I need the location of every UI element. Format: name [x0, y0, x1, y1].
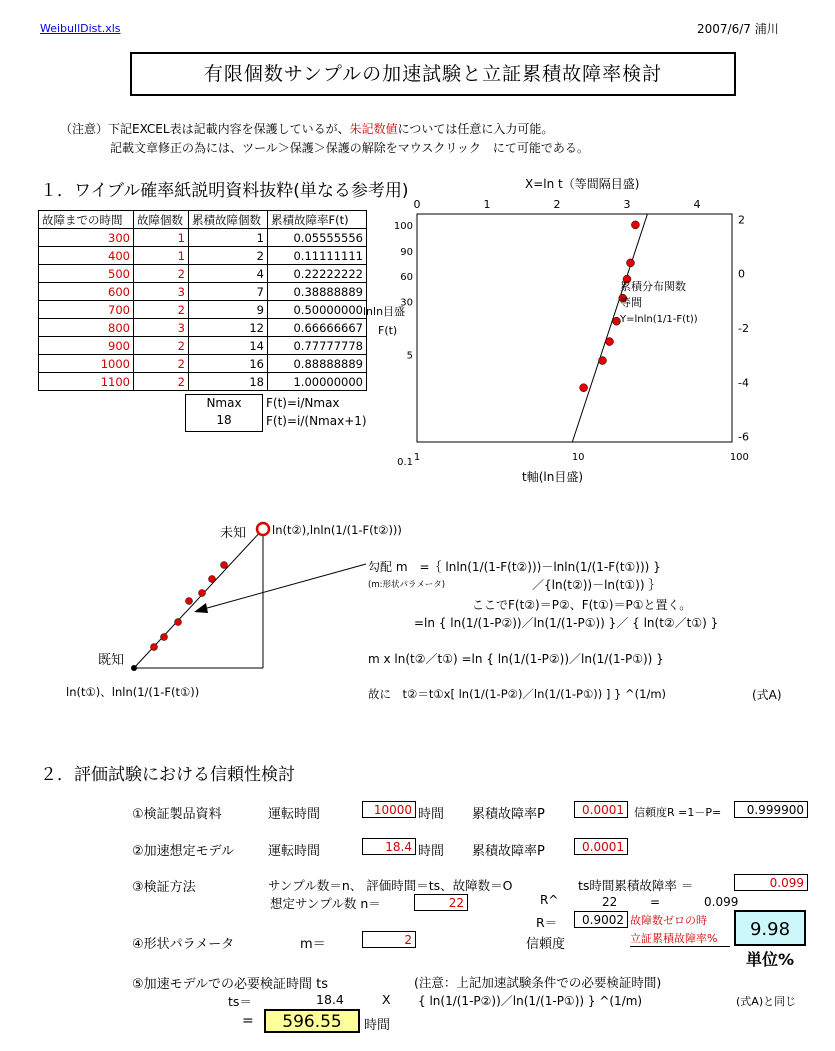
left-tick-label: 30: [400, 297, 413, 309]
known-point: [131, 665, 137, 671]
table-cell: 0.05555556: [268, 229, 367, 247]
row4-label: ④形状パラメータ: [132, 937, 235, 952]
table-cell: 0.11111111: [268, 247, 367, 265]
weibull-chart: [350, 170, 760, 490]
ylabel-line2: F(t): [378, 324, 398, 337]
table-cell[interactable]: 1: [134, 247, 189, 265]
notice-line-1: [60, 120, 553, 137]
table-cell: 1.00000000: [268, 373, 367, 391]
chart-point: [580, 384, 588, 392]
known-label: 既知: [98, 653, 125, 668]
weibull-table: [38, 210, 367, 391]
page-title: 有限個数サンプルの加速試験と立証累積故障率検討: [130, 52, 736, 96]
row3-desc: サンプル数＝n、 評価時間＝ts、故障数＝O: [268, 878, 513, 893]
bottom-tick-label: 100: [729, 452, 749, 463]
table-row: [39, 247, 367, 265]
table-header: 累積故障率F(t): [268, 211, 367, 229]
row3-ts-value: 0.099: [734, 874, 808, 891]
ts-num: 18.4: [316, 992, 344, 1007]
table-cell: 12: [189, 319, 268, 337]
result-value: 596.55: [264, 1009, 360, 1033]
unknown-point: [257, 523, 269, 535]
table-header: 故障までの時間: [39, 211, 134, 229]
table-cell[interactable]: 2: [134, 373, 189, 391]
left-tick-label: 60: [400, 272, 413, 284]
annotation-line1: 累積分布関数: [620, 280, 686, 293]
row1-label: ①検証製品資料: [132, 807, 222, 822]
row1-cum-input[interactable]: 0.0001: [574, 801, 628, 818]
left-tick-label: 0.1: [397, 457, 413, 469]
result-unit: 時間: [364, 1018, 391, 1033]
top-tick-label: 3: [623, 198, 631, 211]
right-tick-label: 0: [738, 267, 745, 281]
chart-point: [599, 357, 607, 365]
bottom-tick-label: 10: [571, 452, 585, 463]
table-cell[interactable]: 1000: [39, 355, 134, 373]
table-row: [39, 319, 367, 337]
row3-label: ③検証方法: [132, 880, 196, 895]
table-header: 故障個数: [134, 211, 189, 229]
rhat-eq: =: [650, 895, 661, 909]
table-row: [39, 337, 367, 355]
table-cell: 14: [189, 337, 268, 355]
table-row: [39, 355, 367, 373]
row2-op-time: 運転時間: [268, 844, 321, 859]
fit-line: [572, 214, 647, 442]
row2-cum-input[interactable]: 0.0001: [574, 838, 628, 855]
eq-label: (式A): [752, 688, 782, 702]
r-value: 0.9002: [574, 911, 628, 928]
top-tick-label: 0: [413, 198, 421, 211]
notice-text-a: （注意）下記EXCEL表は記載内容を保護しているが、: [60, 122, 350, 136]
row2-cum-label: 累積故障率P: [472, 844, 545, 859]
arrow-head-icon: [194, 603, 208, 613]
table-cell: 0.38888889: [268, 283, 367, 301]
table-row: [39, 229, 367, 247]
table-row: [39, 283, 367, 301]
times-sign: X: [382, 992, 391, 1007]
unknown-label: 未知: [220, 526, 247, 541]
annotation-line3: Y=lnln(1/1-F(t)): [620, 314, 698, 325]
table-row: [39, 265, 367, 283]
top-tick-label: 4: [693, 198, 701, 211]
annotation-line2: 等間: [620, 296, 642, 309]
table-cell[interactable]: 400: [39, 247, 134, 265]
table-row: [39, 373, 367, 391]
table-cell[interactable]: 800: [39, 319, 134, 337]
table-cell: 7: [189, 283, 268, 301]
table-cell[interactable]: 500: [39, 265, 134, 283]
notice-line-2: 記載文章修正の為には、ツール＞保護＞保護の解除をマウスクリック にて可能である。: [110, 141, 589, 155]
result-eq: =: [242, 1013, 254, 1029]
table-cell[interactable]: 3: [134, 283, 189, 301]
diagram-dot: [151, 644, 158, 651]
table-cell: 4: [189, 265, 268, 283]
ylabel-line1: lnln目盛: [363, 305, 406, 318]
row1-op-time: 運転時間: [268, 807, 321, 822]
table-cell[interactable]: 1100: [39, 373, 134, 391]
table-cell: 16: [189, 355, 268, 373]
bottom-tick-label: 1: [413, 452, 421, 463]
nmax-box: [185, 394, 263, 432]
right-tick-label: -4: [738, 376, 749, 390]
date-author: 2007/6/7 浦川: [697, 22, 779, 36]
chart-point: [631, 221, 639, 229]
shape-note: (m:形状パラメータ): [368, 580, 446, 590]
proof-failure-rate: 9.98: [734, 910, 806, 946]
ts-eq: ts＝: [228, 994, 252, 1009]
table-cell: 18: [189, 373, 268, 391]
right-tick-label: -2: [738, 322, 749, 335]
ts-formula: { ln(1/(1-P②))／ln(1/(1-P①)) } ^(1/m): [418, 994, 643, 1008]
nmax-label: Nmax: [206, 396, 242, 410]
left-tick-label: 90: [400, 247, 413, 259]
row1-rel-value: 0.999900: [734, 801, 808, 818]
slope-line-2: ／{ln(t②))－ln(t①)) ｝: [532, 578, 661, 592]
table-cell: 0.50000000: [268, 301, 367, 319]
row1-rel-label: 信頼度R =1－P=: [634, 806, 722, 819]
m-label: m＝: [300, 937, 326, 952]
same-note: (式A)と同じ: [736, 995, 797, 1008]
nmax-value: 18: [216, 413, 232, 427]
mx-line: m x ln(t②／t①) =ln { ln(1/(1-P②))／ln(1/(1-P①)) }: [368, 652, 664, 666]
m-input[interactable]: 2: [362, 931, 416, 948]
table-cell: 9: [189, 301, 268, 319]
point1-label: ln(t①)、lnln(1/(1-F(t①)): [66, 685, 200, 699]
table-cell[interactable]: 1: [134, 229, 189, 247]
table-cell[interactable]: 2: [134, 337, 189, 355]
table-header-row: [39, 211, 367, 229]
top-tick-label: 2: [553, 198, 561, 211]
table-cell: 1: [189, 229, 268, 247]
table-cell[interactable]: 900: [39, 337, 134, 355]
table-cell: 2: [189, 247, 268, 265]
right-tick-label: 2: [738, 213, 745, 227]
table-row: [39, 301, 367, 319]
table-cell: 0.88888889: [268, 355, 367, 373]
point2-label: ln(t②),lnln(1/(1-F(t②))): [272, 523, 402, 537]
row1-cum-label: 累積故障率P: [472, 807, 545, 822]
slope-line-1: 勾配 m =｛ lnln(1/(1-F(t②)))－lnln(1/(1-F(t①))) }: [368, 560, 661, 574]
diagram-dot: [175, 619, 182, 626]
chart-title: X=ln t（等間隔目盛): [525, 177, 640, 191]
table-cell: 0.22222222: [268, 265, 367, 283]
table-cell[interactable]: 300: [39, 229, 134, 247]
table-cell[interactable]: 3: [134, 319, 189, 337]
formula-2: F(t)=i/(Nmax+1): [266, 414, 367, 428]
notice-text-red: 朱記数値: [349, 122, 398, 136]
left-tick-label: 100: [393, 220, 413, 232]
diagram-dot: [161, 634, 168, 641]
table-cell[interactable]: 2: [134, 355, 189, 373]
left-tick-label: 5: [406, 350, 413, 362]
red-note-2: 立証累積故障率%: [630, 930, 730, 947]
table-cell[interactable]: 2: [134, 265, 189, 283]
table-cell: 0.66666667: [268, 319, 367, 337]
section2-heading: ２．評価試験における信頼性検討: [40, 765, 295, 785]
row2-time-unit: 時間: [418, 844, 445, 859]
table-cell: 0.77777778: [268, 337, 367, 355]
slope-line-4: =ln { ln(1/(1-P②))／ln(1/(1-P①)) }／ { ln(t②／t①) }: [414, 616, 719, 630]
row2-label: ②加速想定モデル: [132, 844, 235, 859]
formula-1: F(t)=i/Nmax: [266, 396, 340, 410]
row1-time-input[interactable]: 10000: [362, 801, 416, 818]
chart-point: [627, 259, 635, 267]
right-tick-label: -6: [738, 430, 749, 444]
table-cell[interactable]: 2: [134, 301, 189, 319]
row1-time-unit: 時間: [418, 807, 445, 822]
row5-note: (注意：上記加速試験条件での必要検証時間): [414, 975, 662, 990]
table-cell[interactable]: 600: [39, 283, 134, 301]
chart-point: [606, 338, 614, 346]
row5-label: ⑤加速モデルでの必要検証時間 ts: [132, 977, 329, 992]
plot-area: [417, 214, 732, 442]
row3-sample-label: 想定サンプル数 n＝: [270, 896, 381, 911]
rel-label: 信頼度: [526, 937, 566, 952]
pointer-arrow: [190, 560, 370, 620]
row3-sample-input[interactable]: 22: [414, 894, 468, 911]
red-note-1: 故障数ゼロの時: [630, 914, 707, 927]
r-label: R＝: [536, 915, 558, 930]
section1-heading: １．ワイブル確率紙説明資料抜粋(単なる参考用): [40, 181, 409, 201]
table-cell[interactable]: 700: [39, 301, 134, 319]
unit-label: 単位%: [745, 950, 795, 969]
file-link[interactable]: WeibullDist.xls: [40, 22, 121, 35]
table-header: 累積故障個数: [189, 211, 268, 229]
row3-ts-label: ts時間累積故障率 ＝: [578, 878, 694, 893]
therefore-line: 故に t②＝t①x[ ln(1/(1-P②)／ln(1/(1-P①)) ] } ^(1/m): [368, 687, 667, 701]
xlabel: t軸(ln目盛): [522, 470, 584, 484]
top-tick-label: 1: [483, 198, 491, 211]
rhat-label: R^: [540, 893, 559, 907]
row2-time-input[interactable]: 18.4: [362, 838, 416, 855]
notice-text-b: については任意に入力可能。: [397, 122, 554, 136]
arrow-line: [200, 564, 366, 610]
rhat-n: 22: [602, 895, 618, 909]
slope-line-3: ここでF(t②)＝P②、F(t①)＝P①と置く。: [472, 598, 692, 612]
rhat-value: 0.099: [704, 895, 739, 909]
